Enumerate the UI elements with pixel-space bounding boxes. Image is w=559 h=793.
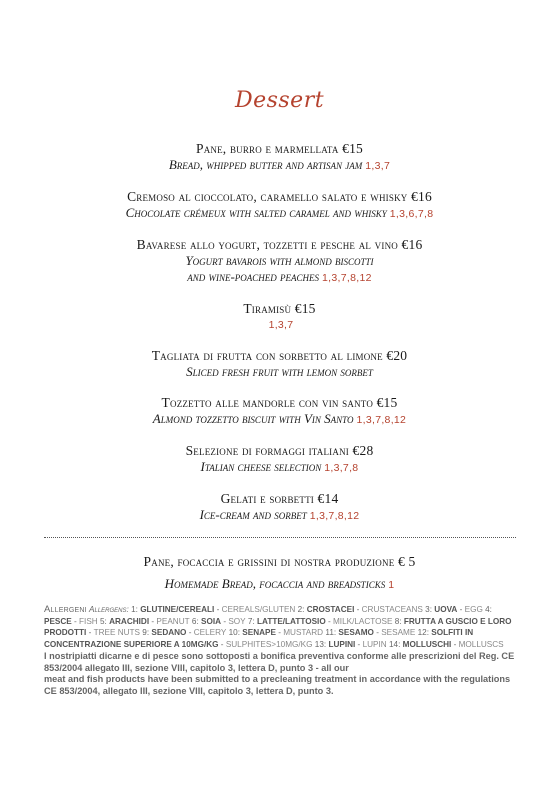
allergen-number: 5: (97, 616, 110, 626)
allergen-italian: SEDANO (151, 628, 187, 637)
item-name: Tozzetto alle mandorle con vin santo €15 (161, 395, 398, 410)
item-name: Gelati e sorbetti €14 (220, 491, 339, 506)
allergen-english: LUPIN (362, 639, 387, 649)
allergen-codes: 1,3,7,8,12 (356, 414, 407, 426)
allergen-number: 3: (422, 605, 435, 614)
allergen-entry: 5: ARACHIDI - PEANUT (97, 616, 190, 626)
allergen-codes: 1,3,7,8 (324, 462, 359, 474)
item-description: Sliced fresh fruit with lemon sorbet (186, 364, 373, 379)
item-description: Italian cheese selection 1,3,7,8 (200, 459, 359, 474)
allergen-number: 12: (415, 628, 432, 637)
allergen-entry: 14: MOLLUSCHI - MOLLUSCS (386, 639, 504, 649)
allergen-entry: 2: CROSTACEI - CRUSTACEANS (295, 605, 423, 614)
allergen-english: SULPHITES>10MG/KG (225, 639, 313, 649)
bread-item (0, 553, 559, 593)
allergen-english: SESAME (381, 628, 416, 637)
allergen-italian: LATTE/LATTOSIO (257, 616, 326, 626)
allergen-number: 8: (392, 616, 404, 626)
allergen-entry: 12: SOLFITI IN CONCENTRAZIONE SUPERIORE A 10MG/KG - SULPHITES>10MG/KG (44, 628, 474, 649)
item-name: Cremoso al cioccolato, caramello salato e whisky €16 (127, 189, 432, 204)
allergen-number: 11: (323, 628, 339, 637)
menu-item (0, 236, 559, 286)
allergen-entry: 4: PESCE - FISH (44, 605, 492, 626)
sanitation-notice (44, 651, 518, 697)
allergen-italian: ARACHIDI (109, 616, 150, 626)
allergen-entry: 13: LUPINI - LUPIN (312, 639, 387, 649)
allergen-codes: 1,3,6,7,8 (389, 208, 434, 220)
item-name: Selezione di formaggi italiani €28 (185, 443, 374, 458)
dessert-menu (0, 140, 559, 538)
allergen-number: 2: (295, 605, 307, 614)
item-name: Pane, burro e marmellata €15 (195, 141, 363, 156)
item-name: Bavarese allo yogurt, tozzetti e pesche al vino €16 (136, 237, 423, 252)
allergen-entry: 9: SEDANO - CELERY (140, 628, 227, 637)
item-description: Bread, whipped butter and artisan jam 1,3,7 (168, 157, 391, 172)
allergen-english: EGG (464, 605, 483, 614)
allergen-italian: CROSTACEI (306, 605, 355, 614)
allergen-english: CRUSTACEANS (361, 605, 423, 614)
item-description: Ice-cream and sorbet 1,3,7,8,12 (199, 507, 360, 522)
item-description: and wine-poached peaches 1,3,7,8,12 (187, 269, 372, 284)
item-description: Homemade Bread, focaccia and breadsticks 1 (164, 576, 395, 591)
allergen-codes: 1,3,7 (268, 319, 294, 331)
item-name: Tiramisù €15 (243, 301, 316, 316)
allergen-number: 9: (140, 628, 152, 637)
menu-item (0, 140, 559, 174)
allergen-english: MUSTARD (283, 628, 324, 637)
allergen-heading: Allergeni (44, 604, 87, 615)
allergen-codes: 1,3,7 (365, 160, 391, 172)
allergen-italian: SENAPE (242, 628, 276, 637)
allergen-number: 13: (312, 639, 329, 649)
menu-item (0, 347, 559, 380)
allergen-italian: SOIA (201, 616, 222, 626)
notice-english: meat and fish products have been submitted to a precleaning treatment in accordance with the regulations CE 853/2004, allegato III, sezione VIII, capitolo 3, lettera D, punto 3. (44, 674, 511, 696)
allergen-number: 14: (386, 639, 403, 649)
item-description (0, 317, 559, 333)
allergen-italian: UOVA (434, 605, 458, 614)
allergen-english: SOY (228, 616, 246, 626)
allergen-number: 6: (189, 616, 202, 626)
allergen-english: FISH (79, 616, 98, 626)
item-name: Tagliata di frutta con sorbetto al limone €20 (151, 348, 408, 363)
menu-item (0, 490, 559, 524)
allergen-english: CELERY (193, 628, 227, 637)
allergen-number: 1: (131, 605, 141, 614)
allergen-english: PEANUT (156, 616, 190, 626)
allergen-entry: 10: SENAPE - MUSTARD (226, 628, 324, 637)
dotted-divider (44, 537, 516, 538)
allergen-codes: 1,3,7,8,12 (309, 510, 360, 522)
item-description: Chocolate crémeux with salted caramel and whisky 1,3,6,7,8 (125, 205, 434, 220)
allergen-footer (44, 604, 518, 697)
item-description: Yogurt bavarois with almond biscotti (185, 253, 374, 268)
item-name: Pane, focaccia e grissini di nostra produzione € 5 (143, 554, 416, 569)
menu-item (0, 442, 559, 476)
allergen-number: 4: (482, 605, 492, 614)
allergen-italian: FRUTTA A GUSCIO E LORO PRODOTTI (44, 616, 512, 637)
allergen-english: CEREALS/GLUTEN (221, 605, 296, 614)
menu-item (0, 394, 559, 428)
allergen-codes: 1,3,7,8,12 (322, 272, 372, 284)
allergen-number: 10: (226, 628, 243, 637)
allergen-number: 7: (245, 616, 258, 626)
allergen-entry: 3: UOVA - EGG (422, 605, 483, 614)
allergen-english: MILK/LACTOSE (332, 616, 393, 626)
page-title: Dessert (234, 88, 325, 113)
allergen-english: MOLLUSCS (458, 639, 504, 649)
allergen-italian: GLUTINE/CEREALI (140, 605, 215, 614)
allergen-italian: PESCE (44, 616, 72, 626)
allergen-entry: 11: SESAMO - SESAME (323, 628, 416, 637)
allergen-italian: MOLLUSCHI (402, 639, 452, 649)
menu-item (0, 188, 559, 222)
allergen-list (44, 604, 518, 650)
allergen-entry: 6: SOIA - SOY (189, 616, 246, 626)
allergen-italian: SESAMO (338, 628, 374, 637)
menu-item (0, 300, 559, 333)
notice-italian: I nostripiatti dicarne e di pesce sono sottoposti a bonifica preventiva conforme alle prescrizioni del Reg. CE 853/2004 allegato III, sezione VIII, capitolo 3, lettera D, punto 3 - all our (44, 651, 515, 673)
allergen-entry: 1: GLUTINE/CEREALI - CEREALS/GLUTEN (131, 605, 296, 614)
allergen-entry: 7: LATTE/LATTOSIO - MILK/LACTOSE (245, 616, 393, 626)
allergen-italian: LUPINI (328, 639, 356, 649)
allergen-english: TREE NUTS (93, 628, 140, 637)
allergen-codes: 1 (388, 579, 395, 591)
allergen-italian: SOLFITI IN CONCENTRAZIONE SUPERIORE A 10MG/KG (44, 628, 474, 649)
allergen-heading-en: Allergens: (89, 605, 129, 614)
allergen-entry: 8: FRUTTA A GUSCIO E LORO PRODOTTI - TREE NUTS (44, 616, 512, 637)
item-description: Almond tozzetto biscuit with Vin Santo 1,3,7,8,12 (152, 411, 407, 426)
